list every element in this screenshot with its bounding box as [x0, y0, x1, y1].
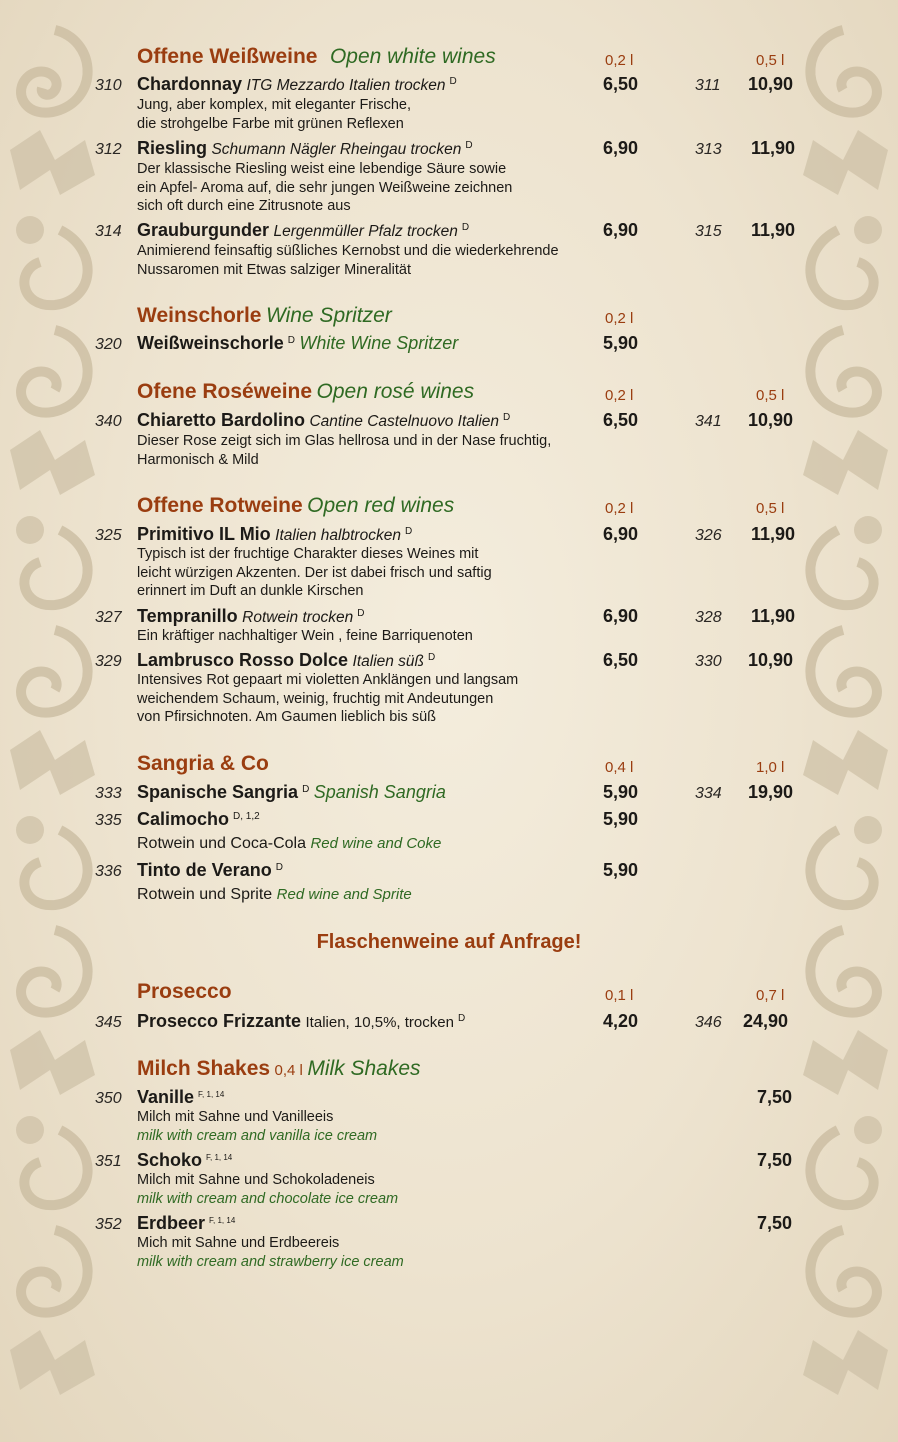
item-number: 333: [95, 785, 122, 802]
description-line: Der klassische Riesling weist eine lebendige Säure sowie: [137, 161, 507, 177]
item-name: Lambrusco Rosso Dolce: [137, 650, 349, 670]
allergen-code: D: [428, 652, 436, 663]
section-title-de: Offene Rotweine: [137, 494, 303, 517]
description-line: Harmonisch & Mild: [137, 451, 259, 468]
section-header-rose: [137, 380, 474, 404]
unit-small: 0,2 l: [605, 387, 634, 404]
description-line: von Pfirsichnoten. Am Gaumen lieblich bis süß: [137, 709, 436, 725]
allergen-code: D: [302, 784, 310, 795]
section-header-red: [137, 494, 454, 518]
section-header-prosecco: [137, 980, 232, 1004]
item-name-en: Spanish Sangria: [313, 782, 446, 802]
item-price-large: 11,90: [751, 138, 796, 158]
item-price-small: 4,20: [603, 1011, 639, 1031]
item-price-small: 5,90: [603, 860, 639, 880]
item-number: 310: [95, 77, 122, 94]
section-header-spritzer: [137, 304, 392, 328]
allergen-code: D: [357, 608, 365, 619]
item-price-large: 24,90: [743, 1011, 789, 1031]
allergen-code: F, 1, 14: [198, 1090, 225, 1099]
item-name-en: White Wine Spritzer: [299, 333, 459, 353]
section-title-de: Prosecco: [137, 980, 232, 1003]
item-description: [137, 671, 518, 727]
description-line: Jung, aber komplex, mit eleganter Frische,: [137, 97, 412, 113]
unit-large: 1,0 l: [756, 759, 785, 776]
item-origin: Cantine Castelnuovo Italien: [309, 413, 500, 430]
item-origin: Italien halbtrocken: [275, 527, 401, 544]
item-subline: [137, 886, 412, 904]
item-name: Tempranillo: [137, 606, 238, 626]
item-name: Primitivo IL Mio: [137, 524, 271, 544]
description-line: leicht würzigen Akzenten. Der ist dabei frisch und saftig: [137, 564, 492, 581]
item-subline: [137, 835, 441, 853]
item-name: Chiaretto Bardolino: [137, 410, 306, 430]
item-description: [137, 627, 473, 646]
item-number-large: 311: [695, 77, 721, 94]
section-header-white: [137, 45, 496, 69]
item-price-large: 10,90: [748, 410, 794, 430]
item-price-small: 5,90: [603, 809, 639, 829]
item-title: [137, 860, 283, 881]
item-title: [137, 1011, 465, 1032]
description-line: Nussaromen mit Etwas salziger Mineralität: [137, 261, 411, 278]
item-price: 7,50: [757, 1087, 793, 1107]
item-title: [137, 138, 473, 159]
section-title-en: Open rosé wines: [316, 380, 475, 403]
description-line: weichendem Schaum, weinig, fruchtig mit Andeutungen: [137, 690, 494, 707]
section-title-de: Offene Weißweine: [137, 45, 318, 68]
item-origin: Italien, 10,5%, trocken: [305, 1014, 454, 1031]
item-price-small: 6,50: [603, 410, 639, 430]
subline-de: Rotwein und Sprite: [137, 886, 273, 903]
item-number: 327: [95, 609, 122, 626]
subline-en: Red wine and Coke: [310, 835, 442, 852]
section-header-shakes: [137, 1057, 421, 1081]
item-title: [137, 220, 469, 241]
allergen-code: F, 1, 14: [209, 1216, 236, 1225]
item-description: [137, 432, 551, 469]
item-title: [137, 410, 510, 431]
item-number: 352: [95, 1216, 122, 1233]
item-description: [137, 1108, 377, 1145]
item-price-small: 6,50: [603, 650, 639, 670]
unit-small: 0,2 l: [605, 500, 634, 517]
item-name: Riesling: [137, 138, 208, 158]
item-price-small: 6,90: [603, 220, 639, 240]
description-line: erinnert im Duft an dunkle Kirschen: [137, 583, 364, 599]
item-description: [137, 1234, 404, 1271]
item-price-small: 6,90: [603, 606, 639, 626]
item-name: Prosecco Frizzante: [137, 1011, 302, 1031]
unit-small: 0,2 l: [605, 52, 634, 69]
item-title: [137, 650, 435, 671]
item-price-small: 5,90: [603, 782, 639, 802]
item-description: [137, 1171, 398, 1208]
item-price: 7,50: [757, 1150, 793, 1170]
description-de: Mich mit Sahne und Erdbeereis: [137, 1235, 340, 1251]
item-number-large: 334: [695, 785, 722, 802]
item-title: [137, 1213, 235, 1234]
item-number: 312: [95, 141, 122, 158]
section-unit: 0,4 l: [274, 1062, 303, 1079]
item-price-small: 6,90: [603, 138, 639, 158]
item-title: [137, 809, 260, 830]
allergen-code: D: [461, 222, 470, 233]
section-title-en: Wine Spritzer: [265, 304, 392, 327]
allergen-code: D: [287, 335, 295, 346]
item-number: 320: [95, 336, 122, 353]
description-line: Typisch ist der fruchtige Charakter dieses Weines mit: [137, 546, 479, 562]
allergen-code: D: [275, 862, 283, 873]
item-name: Erdbeer: [137, 1213, 206, 1233]
section-title-de: Sangria & Co: [137, 752, 269, 775]
item-origin: Lergenmüller Pfalz trocken: [273, 223, 458, 240]
item-title: [137, 1150, 232, 1171]
item-number: 351: [95, 1153, 122, 1170]
item-origin: ITG Mezzardo Italien trocken: [246, 77, 446, 94]
unit-small: 0,2 l: [605, 310, 634, 327]
item-origin: Italien süß: [352, 653, 425, 670]
item-number-large: 315: [695, 223, 722, 240]
allergen-code: D: [449, 76, 457, 87]
description-line: die strohgelbe Farbe mit grünen Reflexen: [137, 115, 404, 132]
subline-en: Red wine and Sprite: [276, 886, 412, 903]
item-number-large: 313: [695, 141, 722, 158]
item-number: 340: [95, 413, 122, 430]
description-en: milk with cream and strawberry ice cream: [137, 1253, 404, 1270]
item-name: Chardonnay: [137, 74, 243, 94]
item-name: Spanische Sangria: [137, 782, 299, 802]
description-de: Milch mit Sahne und Vanilleeis: [137, 1109, 334, 1125]
item-price-large: 19,90: [748, 782, 794, 802]
unit-large: 0,7 l: [756, 987, 785, 1004]
unit-large: 0,5 l: [756, 500, 785, 517]
item-price-small: 6,50: [603, 74, 639, 94]
unit-large: 0,5 l: [756, 387, 785, 404]
item-number: 325: [95, 527, 122, 544]
allergen-code: D: [404, 526, 413, 537]
item-name: Vanille: [137, 1087, 195, 1107]
item-number-large: 346: [695, 1014, 722, 1031]
item-price-large: 11,90: [751, 606, 796, 626]
item-title: [137, 606, 365, 627]
allergen-code: D, 1,2: [233, 811, 260, 822]
description-en: milk with cream and chocolate ice cream: [137, 1190, 399, 1207]
item-number: 345: [95, 1014, 122, 1031]
item-title: [137, 1087, 224, 1108]
allergen-code: D: [465, 140, 473, 151]
item-price-large: 11,90: [751, 524, 796, 544]
section-title-en: Open red wines: [307, 494, 455, 517]
description-line: Dieser Rose zeigt sich im Glas hellrosa und in der Nase fruchtig,: [137, 433, 552, 449]
item-number: 350: [95, 1090, 122, 1107]
description-en: milk with cream and vanilla ice cream: [137, 1127, 378, 1144]
item-price-large: 11,90: [751, 220, 796, 240]
description-line: Ein kräftiger nachhaltiger Wein , feine Barriquenoten: [137, 628, 473, 644]
allergen-code: D: [503, 412, 511, 423]
item-number: 329: [95, 653, 122, 670]
item-price-large: 10,90: [748, 74, 794, 94]
item-name: Calimocho: [137, 809, 230, 829]
item-origin: Rotwein trocken: [242, 609, 354, 626]
item-price-small: 6,90: [603, 524, 639, 544]
section-title-de: Weinschorle: [137, 304, 262, 327]
item-number: 336: [95, 863, 122, 880]
item-price: 7,50: [757, 1213, 793, 1233]
item-description: [137, 545, 492, 601]
item-price-small: 5,90: [603, 333, 639, 353]
item-name: Weißweinschorle: [137, 333, 284, 353]
item-description: [137, 160, 512, 216]
item-title: [137, 524, 412, 545]
subline-de: Rotwein und Coca-Cola: [137, 835, 306, 852]
item-number-large: 328: [695, 609, 722, 626]
allergen-code: F, 1, 14: [206, 1153, 233, 1162]
description-line: sich oft durch eine Zitrusnote aus: [137, 198, 351, 214]
item-number-large: 341: [695, 413, 722, 430]
item-description: [137, 242, 559, 279]
unit-large: 0,5 l: [756, 52, 785, 69]
section-title-en: Open white wines: [329, 45, 496, 68]
item-number-large: 326: [695, 527, 722, 544]
section-title-de: Milch Shakes: [137, 1057, 271, 1080]
section-title-en: Milk Shakes: [307, 1057, 421, 1080]
description-line: Intensives Rot gepaart mi violetten Anklängen und langsam: [137, 672, 519, 688]
allergen-code: D: [457, 1013, 466, 1024]
item-title: [137, 74, 457, 95]
item-title: [137, 782, 446, 803]
item-number: 335: [95, 812, 122, 829]
item-name: Schoko: [137, 1150, 203, 1170]
description-line: Animierend feinsaftig süßliches Kernobst und die wiederkehrende: [137, 243, 559, 259]
bottle-wine-note: Flaschenweine auf Anfrage!: [316, 931, 582, 953]
unit-small: 0,1 l: [605, 987, 634, 1004]
description-de: Milch mit Sahne und Schokoladeneis: [137, 1172, 375, 1188]
section-title-de: Ofene Roséweine: [137, 380, 313, 403]
item-number: 314: [95, 223, 122, 240]
unit-small: 0,4 l: [605, 759, 634, 776]
item-number-large: 330: [695, 653, 722, 670]
item-title: [137, 333, 458, 354]
description-line: ein Apfel- Aroma auf, die sehr jungen Weißweine zeichnen: [137, 179, 513, 196]
item-description: [137, 96, 411, 133]
section-header-sangria: [137, 752, 269, 776]
item-name: Tinto de Verano: [137, 860, 272, 880]
item-price-large: 10,90: [748, 650, 794, 670]
item-origin: Schumann Nägler Rheingau trocken: [211, 141, 462, 158]
item-name: Grauburgunder: [137, 220, 270, 240]
